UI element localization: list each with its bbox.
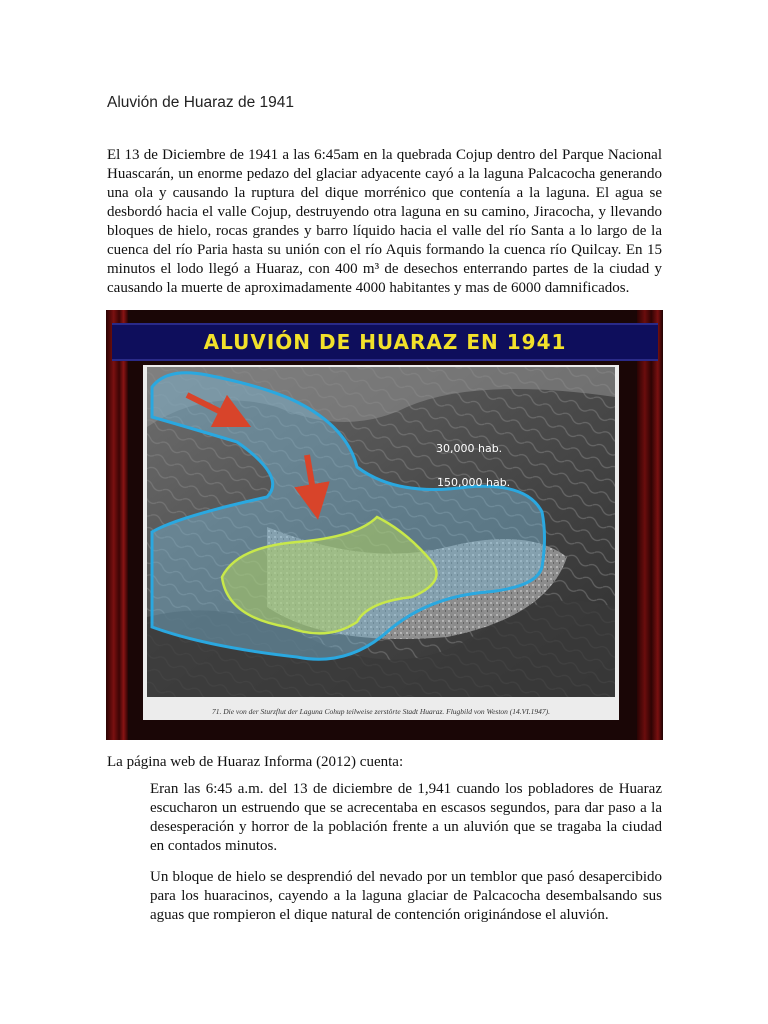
aluvion-figure [106,310,663,740]
banner-title: ALUVIÓN DE HUARAZ EN 1941 [203,330,567,354]
population-label-150000: 150,000 hab. [437,476,511,489]
intro-line: La página web de Huaraz Informa (2012) cuenta: [107,754,404,770]
aerial-photo-frame [143,365,619,720]
right-curtain [637,310,663,740]
quote-paragraph-1: Eran las 6:45 a.m. del 13 de diciembre de 1,941 cuando los pobladores de Huaraz escucharon un estruendo que se acrecentaba en escasos segundos, para dar paso a la desesperación y horror de la población frente a un aluvión que se tragaba la ciudad en contados minutos. [150,781,662,854]
photo-caption: 71. Die von der Sturzflut der Laguna Cohup teilweise zerstörte Stadt Huaraz. Flugbild von Weston (14.VI.1947). [211,707,551,716]
body-paragraph: El 13 de Diciembre de 1941 a las 6:45am en la quebrada Cojup dentro del Parque Nacional Huascarán, un enorme pedazo del glaciar adyacente cayó a la laguna Palcacocha generando una ola y causando la ruptura del dique morrénico que contenía a la laguna. El agua se desbordó hacia el valle Cojup, destruyendo otra laguna en su camino, Jiracocha, y llevando bloques de hielo, rocas grandes y barro líquido hacia el valle del río Santa a lo largo de la cuenca del río Paria hasta su unión con el río Aquis formando la cuenca río Quilcay. En 15 minutos el lodo llegó a Huaraz, con 400 m³ de desechos enterrando partes de la ciudad y causando la muerte de aproximadamente 4000 habitantes y mas de 6000 damnificados. [107,147,662,296]
left-curtain [106,310,128,740]
population-label-30000: 30,000 hab. [436,442,503,455]
figure-banner [112,323,658,361]
quote-paragraph-2: Un bloque de hielo se desprendió del nevado por un temblor que pasó desapercibido para los huaracinos, cayendo a la laguna glaciar de Palcacocha desembalsando sus aguas que rompieron el dique natural de contención originándose el aluvión. [150,869,662,923]
aerial-photo [147,367,615,697]
document-heading: Aluvión de Huaraz de 1941 [107,94,294,111]
